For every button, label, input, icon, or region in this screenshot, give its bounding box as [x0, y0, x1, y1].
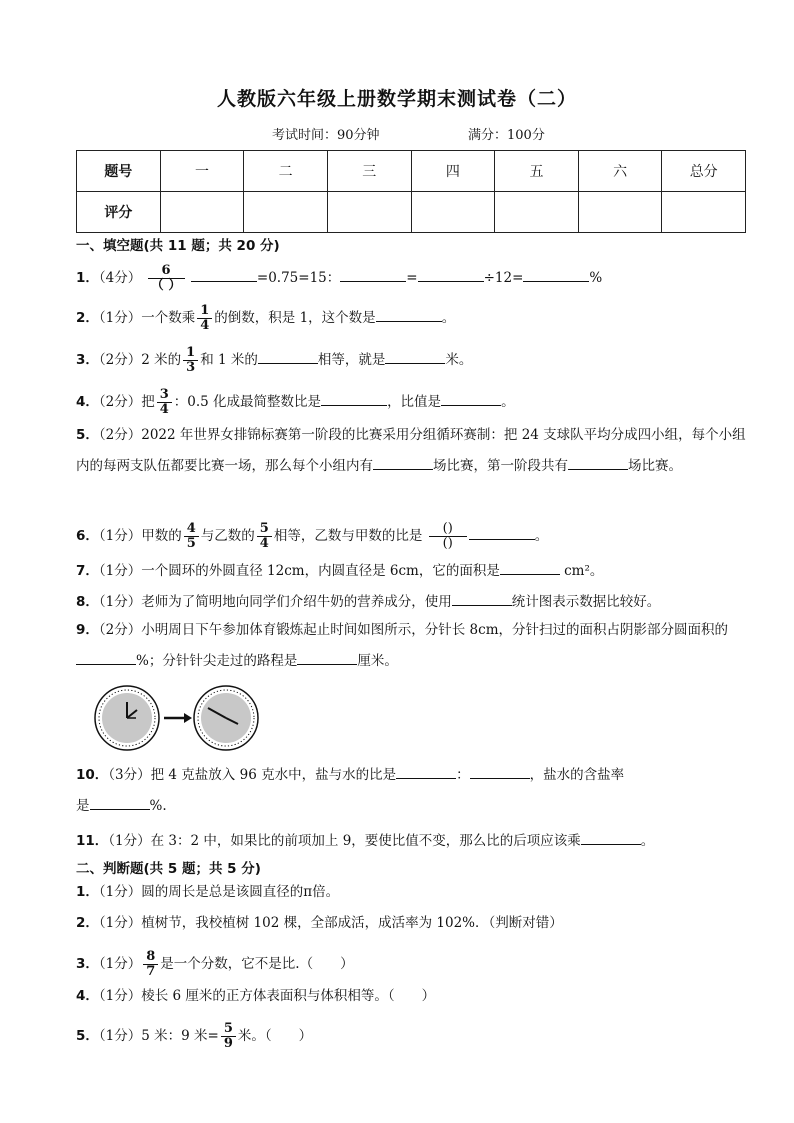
question-number: 1． — [76, 270, 99, 286]
table-cell: 总分 — [662, 151, 746, 192]
question-text: 把 4 克盐放入 96 克水中，盐与水的比是 — [150, 767, 397, 783]
score-cell[interactable] — [495, 192, 579, 233]
question-text: 2022 年世界女排锦标赛第一阶段的比赛采用分组循环赛制：把 24 支球队平均分成四小组，每个小组内的每两支队伍都要比赛一场，那么每个小组内有 — [76, 427, 746, 474]
question-points: （2分） — [98, 622, 142, 638]
answer-blank[interactable] — [191, 267, 257, 282]
question-text: %. — [149, 798, 167, 814]
judge-question-4 — [76, 986, 746, 1006]
fraction: $\frac{()}{()}$ — [429, 522, 467, 551]
answer-blank[interactable] — [452, 591, 512, 606]
table-cell: 五 — [495, 151, 579, 192]
fraction: $\frac{4}{5}$ — [184, 522, 199, 551]
answer-blank[interactable] — [76, 650, 136, 665]
question-text: ，盐水的含盐率 — [529, 767, 625, 783]
question-text: 厘米。 — [357, 653, 398, 669]
question-points: （2分） — [98, 394, 142, 410]
question-3 — [76, 346, 746, 375]
question-text: ：0.5 化成最简整数比是 — [173, 394, 322, 410]
answer-blank[interactable] — [385, 349, 445, 364]
full-score: 满分：100分 — [468, 128, 545, 143]
answer-blank[interactable] — [373, 455, 433, 470]
question-text: = — [406, 270, 418, 286]
question-points: （1分） — [98, 988, 142, 1004]
question-number: 4． — [76, 394, 99, 410]
answer-blank[interactable] — [90, 795, 150, 810]
fraction: $\frac{6}{( )}$ — [148, 264, 185, 293]
score-cell[interactable] — [662, 192, 746, 233]
question-points: （1分） — [108, 833, 151, 849]
answer-blank[interactable] — [340, 267, 406, 282]
judge-question-1 — [76, 882, 746, 902]
question-points: （2分） — [98, 352, 142, 368]
score-cell[interactable] — [160, 192, 244, 233]
answer-blank[interactable] — [500, 560, 560, 575]
question-text: 相等，就是 — [317, 352, 386, 368]
question-text: 5 米：9 米= — [141, 1028, 219, 1044]
fraction: $\frac{3}{4}$ — [157, 388, 172, 417]
answer-blank[interactable] — [441, 391, 501, 406]
question-text: 老师为了简明地向同学们介绍牛奶的营养成分，使用 — [141, 594, 452, 610]
answer-blank[interactable] — [376, 307, 442, 322]
page-title: 人教版六年级上册数学期末测试卷（二） — [216, 88, 577, 110]
question-8 — [76, 591, 746, 612]
question-number: 8． — [76, 594, 99, 610]
question-text: 场比赛，第一阶段共有 — [433, 458, 568, 474]
exam-time: 考试时间：90分钟 — [272, 128, 380, 143]
question-text: 米。（ ） — [237, 1028, 313, 1044]
question-text: ，比值是 — [387, 394, 442, 410]
question-points: （1分） — [98, 594, 142, 610]
question-text: 棱长 6 厘米的正方体表面积与体积相等。（ ） — [141, 988, 436, 1004]
question-text: 的倒数，积是 1，这个数是 — [214, 310, 376, 326]
answer-blank[interactable] — [469, 525, 535, 540]
question-number: 4． — [76, 988, 99, 1004]
question-points: （1分） — [98, 884, 142, 900]
answer-blank[interactable] — [321, 391, 387, 406]
question-number: 5． — [76, 1028, 99, 1044]
section-heading-fill: 一、填空题(共 11 题；共 20 分) — [76, 238, 280, 254]
score-table-header-row — [77, 151, 746, 192]
question-number: 2． — [76, 310, 99, 326]
question-text: 是 — [76, 798, 90, 814]
question-text: 在 3：2 中，如果比的前项加上 9，要使比值不变，那么比的后项应该乘 — [150, 833, 581, 849]
question-text: 是一个分数，它不是比.（ ） — [160, 956, 354, 972]
question-text: 一个数乘 — [141, 310, 196, 326]
table-cell: 题号 — [77, 151, 161, 192]
question-text: 圆的周长是总是该圆直径的π倍。 — [141, 884, 340, 900]
question-text: 把 — [141, 394, 155, 410]
arrow-icon — [164, 713, 192, 723]
question-number: 5． — [76, 427, 99, 443]
judge-question-5 — [76, 1022, 746, 1051]
question-text: 。 — [534, 528, 549, 544]
question-points: （1分） — [98, 563, 142, 579]
answer-blank[interactable] — [396, 764, 456, 779]
fraction: $\frac{1}{3}$ — [183, 346, 198, 375]
question-text: 一个圆环的外圆直径 12cm，内圆直径是 6cm，它的面积是 — [141, 563, 500, 579]
table-cell: 二 — [244, 151, 328, 192]
clock-diagram — [92, 680, 262, 760]
question-text: % — [589, 270, 603, 286]
question-points: （1分） — [98, 528, 142, 544]
question-points: （1分） — [98, 1028, 142, 1044]
question-2 — [76, 304, 746, 333]
question-points: （1分） — [98, 915, 142, 931]
question-text: =0.75=15： — [256, 270, 341, 286]
question-number: 6． — [76, 528, 99, 544]
score-cell[interactable] — [327, 192, 411, 233]
question-text: 。 — [441, 310, 456, 326]
question-11 — [76, 830, 746, 851]
score-cell[interactable] — [578, 192, 662, 233]
table-cell: 六 — [578, 151, 662, 192]
question-number: 2． — [76, 915, 99, 931]
question-number: 3． — [76, 352, 99, 368]
table-cell: 三 — [327, 151, 411, 192]
answer-blank[interactable] — [258, 349, 318, 364]
answer-blank[interactable] — [523, 267, 589, 282]
question-text: 小明周日下午参加体育锻炼起止时间如图所示，分针长 8cm，分针扫过的面积占阴影部分圆面积的 — [141, 622, 728, 638]
answer-blank[interactable] — [568, 455, 628, 470]
fraction: $\frac{5}{4}$ — [257, 522, 272, 551]
question-text: 植树节，我校植树 102 棵，全部成活，成活率为 102%．（判断对错） — [141, 915, 563, 931]
question-points: （1分） — [98, 956, 142, 972]
question-text: 米。 — [445, 352, 473, 368]
question-7 — [76, 560, 746, 581]
question-points: （4分） — [98, 270, 142, 286]
question-text: 。 — [501, 394, 515, 410]
question-text: ÷12= — [483, 270, 524, 286]
question-text: 相等，乙数与甲数的比是 — [273, 528, 423, 544]
question-points: （1分） — [98, 310, 142, 326]
question-text: 和 1 米的 — [200, 352, 258, 368]
question-4 — [76, 388, 746, 417]
question-10 — [76, 760, 746, 822]
judge-question-3 — [76, 950, 746, 979]
end-clock — [194, 686, 258, 750]
question-text: 2 米的 — [141, 352, 182, 368]
question-1 — [76, 264, 746, 293]
section-heading-judge: 二、判断题(共 5 题；共 5 分) — [76, 861, 261, 877]
question-text: 与乙数的 — [200, 528, 255, 544]
question-number: 3． — [76, 956, 99, 972]
question-5 — [76, 420, 746, 482]
answer-blank[interactable] — [418, 267, 484, 282]
question-points: （3分） — [108, 767, 151, 783]
question-text: cm²。 — [564, 563, 604, 579]
score-table-score-row — [77, 192, 746, 233]
score-cell[interactable] — [244, 192, 328, 233]
table-cell: 评分 — [77, 192, 161, 233]
question-points: （2分） — [98, 427, 142, 443]
question-number: 11． — [76, 833, 109, 849]
fraction: $\frac{8}{7}$ — [143, 950, 158, 979]
fraction: $\frac{5}{9}$ — [221, 1022, 236, 1051]
question-text: 。 — [640, 833, 655, 849]
score-table — [76, 150, 746, 233]
question-text: ： — [456, 767, 470, 783]
table-cell: 四 — [411, 151, 495, 192]
answer-blank[interactable] — [470, 764, 530, 779]
question-text: 甲数的 — [141, 528, 182, 544]
score-cell[interactable] — [411, 192, 495, 233]
fraction: $\frac{1}{4}$ — [197, 304, 212, 333]
question-6 — [76, 522, 746, 551]
question-9 — [76, 615, 746, 677]
question-text: 场比赛。 — [628, 458, 682, 474]
question-text: %；分针针尖走过的路程是 — [136, 653, 298, 669]
question-number: 9． — [76, 622, 99, 638]
answer-blank[interactable] — [297, 650, 357, 665]
question-number: 7． — [76, 563, 99, 579]
start-clock — [95, 686, 159, 750]
judge-question-2 — [76, 913, 746, 933]
question-number: 1． — [76, 884, 99, 900]
answer-blank[interactable] — [581, 830, 641, 845]
question-text: 统计图表示数据比较好。 — [511, 594, 661, 610]
question-number: 10． — [76, 767, 109, 783]
table-cell: 一 — [160, 151, 244, 192]
